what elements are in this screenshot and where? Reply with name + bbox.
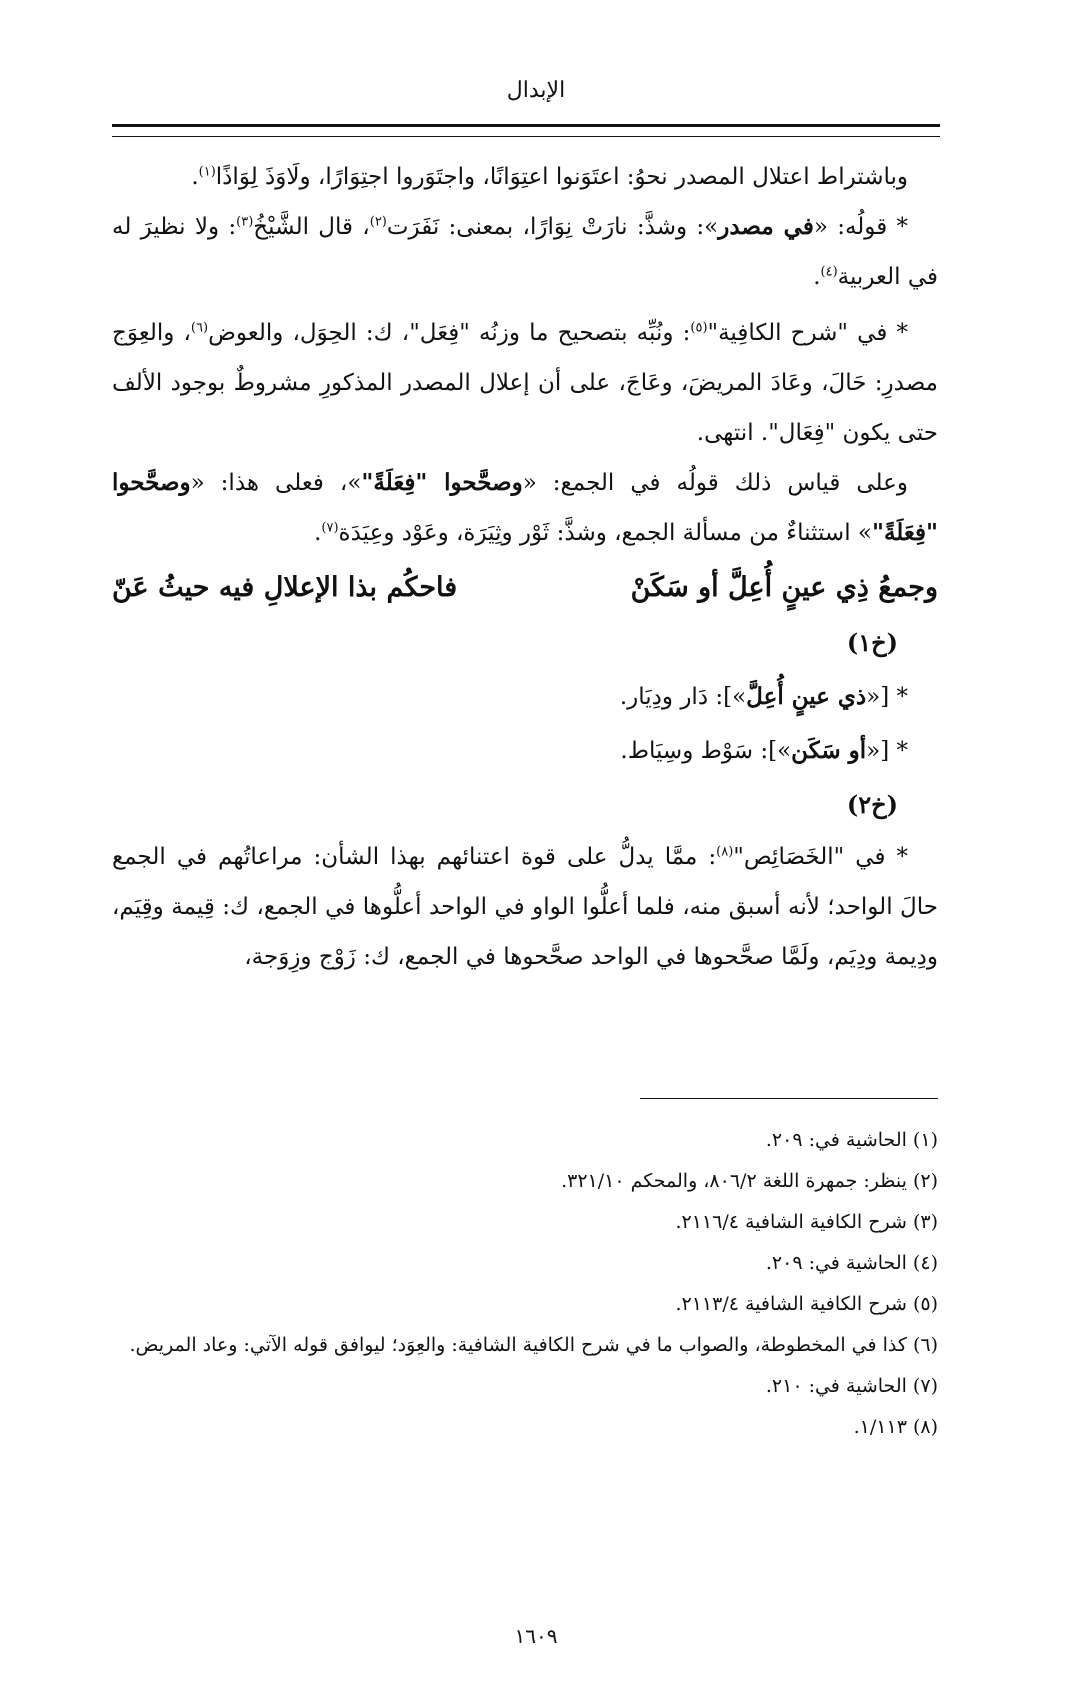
- footnote-5: (٥) شرح الكافية الشافية ٢١١٣/٤.: [675, 1293, 938, 1315]
- footnote-ref-3: (٣): [236, 214, 254, 230]
- paragraph-2-b: ، قال الشَّيْخُ: [253, 214, 370, 240]
- paragraph-1-end: .: [191, 164, 199, 190]
- footnote-8: (٨) ١/١١٣.: [853, 1416, 938, 1438]
- paragraph-4-end: .: [314, 520, 322, 546]
- footnote-6: (٦) كذا في المخطوطة، والصواب ما في شرح الكافية الشافية: والعِوَد؛ ليوافق قوله الآتي: وعاد المريض.: [129, 1334, 938, 1356]
- footnote-ref-1: (١): [198, 164, 216, 180]
- paragraph-2-lead: * قولُه: «: [813, 214, 908, 240]
- verse-hemistich-left: فاحكُم بذا الإعلالِ فيه حيثُ عَنّ: [112, 572, 458, 603]
- paragraph-3-b: : ونُبِّه بتصحيح ما وزنُه "فِعَل"، ك: الحِوَل، والعوض: [208, 320, 691, 346]
- footnote-7: (٧) الحاشية في: ٢١٠.: [765, 1375, 938, 1397]
- paragraph-5: [112, 832, 938, 982]
- manuscript-mark-1: (خ١): [846, 628, 898, 657]
- paragraph-1-text: وباشتراط اعتلال المصدر نحوُ: اعتَوَنوا اعتِوَانًا، واجتَوَروا اجتِوَارًا، ولَاوَذَ لِوَاذًا: [215, 164, 908, 190]
- paragraph-2: [112, 202, 938, 302]
- footnote-4: (٤) الحاشية في: ٢٠٩.: [765, 1252, 938, 1274]
- footnote-ref-7: (٧): [321, 520, 339, 536]
- gloss-1-a: * [«: [866, 684, 908, 710]
- footnote-1: (١) الحاشية في: ٢٠٩.: [765, 1129, 938, 1151]
- gloss-2-a: * [«: [866, 738, 908, 764]
- verse-line: [112, 560, 938, 616]
- paragraph-4: [112, 458, 938, 558]
- header-rule-thin: [112, 136, 940, 137]
- footnote-ref-5: (٥): [690, 320, 708, 336]
- running-head: الإبدال: [506, 78, 566, 103]
- gloss-2-b: »]: سَوْط وسِيَاط.: [620, 738, 792, 764]
- paragraph-2-end: .: [813, 264, 821, 290]
- gloss-2-lemma: أو سَكَن: [791, 737, 867, 764]
- gloss-1-b: »]: دَار ودِيَار.: [619, 684, 747, 710]
- paragraph-2-a: »: وشذَّ: نارَتْ نِوَارًا، بمعنى: نَفَرَت: [386, 214, 719, 240]
- paragraph-4-a: وعلى قياس ذلك قولُه في الجمع: «: [522, 470, 908, 496]
- lemma-sahhahu-1: وصحَّحوا "فِعَلَةً": [361, 469, 523, 496]
- lemma-sahhahu-2: وصحَّحوا "فِعَلَةً": [112, 469, 938, 546]
- lemma-fi-masdar: في مصدر: [718, 213, 814, 240]
- paragraph-5-a: * في "الخَصَائِص": [733, 844, 908, 870]
- paragraph-4-c: » استثناءٌ من مسألة الجمع، وشذَّ: ثَوْر وثِيَرَة، وعَوْد وعِيَدَة: [338, 520, 872, 546]
- paragraph-2-c: : ولا نظيرَ له في العربية: [112, 214, 938, 290]
- footnote-2: (٢) ينظر: جمهرة اللغة ٨٠٦/٢، والمحكم ٣٢١/١٠.: [561, 1170, 938, 1192]
- paragraph-5-b: : ممَّا يدلُّ على قوة اعتنائهم بهذا الشأن: مراعاتُهم في الجمع حالَ الواحد؛ لأنه أسبق منه، فلما أعلُّوا الواو في الواحد أعلُّوها في الجمع، ك: قِيمة وقِيَم، ودِيمة ودِيَم، ولَمَّا صحَّحوها في الواحد صحَّحوها في الجمع، ك: زَوْج وزِوَجة،: [112, 844, 938, 970]
- paragraph-3-a: * في "شرح الكافِية": [707, 320, 908, 346]
- footnote-ref-8: (٨): [716, 844, 734, 860]
- footnote-ref-4: (٤): [820, 264, 838, 280]
- main-text: [112, 152, 938, 982]
- header-rule-thick: [112, 124, 940, 127]
- gloss-2: [112, 724, 938, 778]
- manuscript-mark-2: (خ٢): [846, 790, 898, 819]
- footnote-ref-2: (٢): [369, 214, 387, 230]
- gloss-1-lemma: ذي عينٍ أُعِلَّ: [746, 683, 867, 710]
- paragraph-1: [112, 152, 938, 202]
- verse-hemistich-right: وجمعُ ذِي عينٍ أُعِلَّ أو سَكَنْ: [630, 572, 938, 603]
- page-number: ١٦٠٩: [514, 1624, 558, 1648]
- footnote-3: (٣) شرح الكافية الشافية ٢١١٦/٤.: [675, 1211, 938, 1233]
- footnotes: [112, 1120, 938, 1448]
- gloss-1: [112, 670, 938, 724]
- footnote-ref-6: (٦): [190, 320, 209, 336]
- paragraph-3: [112, 308, 938, 458]
- paragraph-3-c: ، والعِوَج مصدرِ: حَالَ، وعَادَ المريضَ، وعَاجَ، على أن إعلال المصدر المذكورِ مشروطٌ بوجود الألف حتى يكون "فِعَال". انتهى.: [112, 320, 938, 446]
- footnote-separator: [640, 1098, 938, 1099]
- paragraph-4-b: »، فعلى هذا: «: [190, 470, 362, 496]
